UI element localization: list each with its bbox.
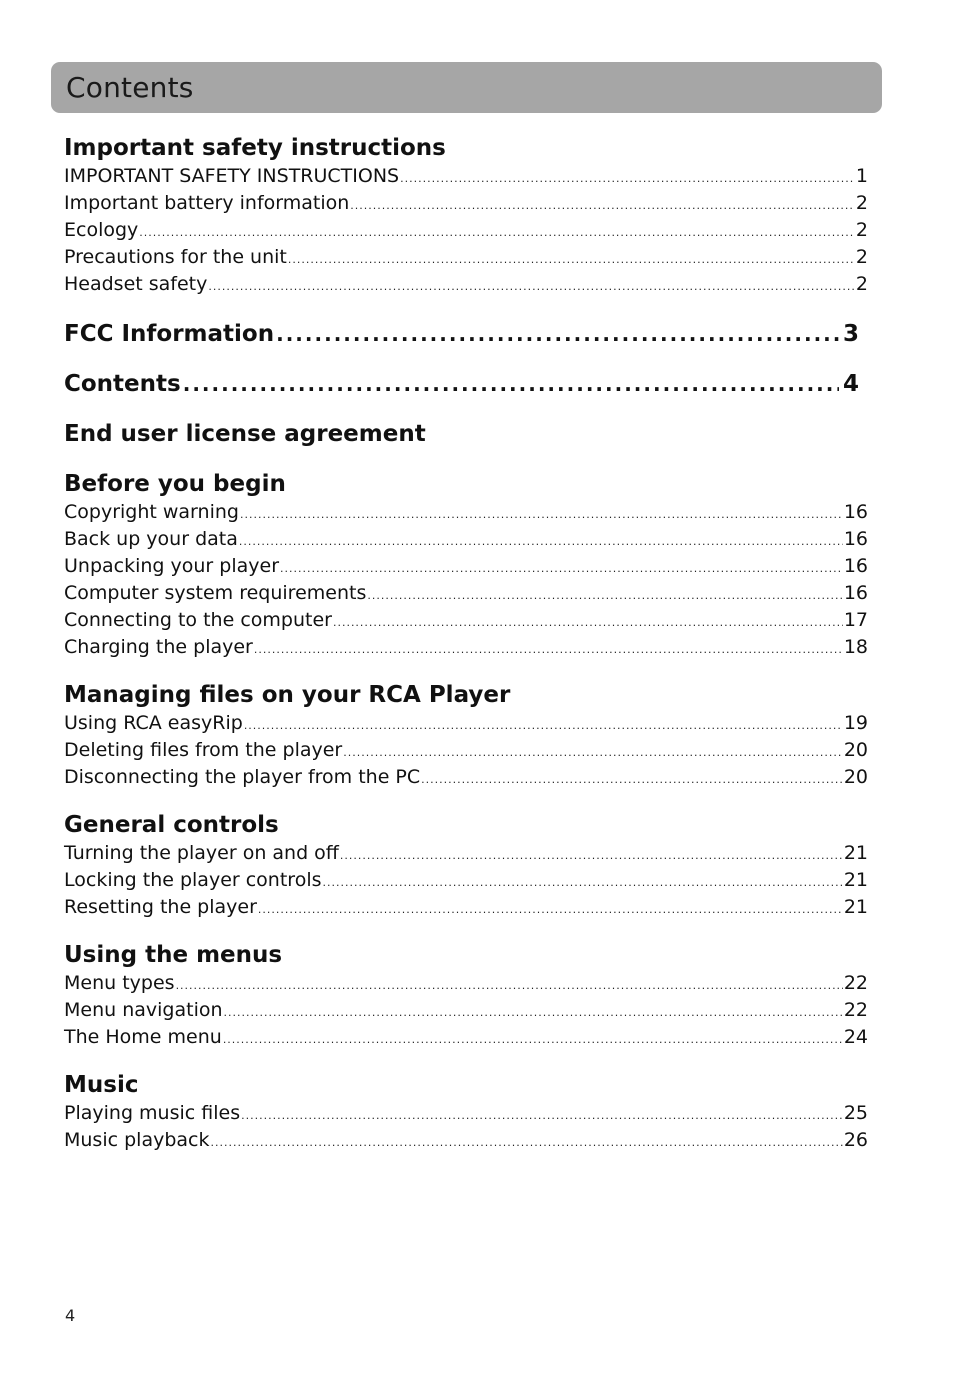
dot-leader: [367, 582, 842, 609]
dot-leader: [210, 1129, 842, 1156]
dot-leader: [224, 999, 843, 1026]
dot-leader: [258, 896, 843, 923]
toc-section-safety: [64, 133, 868, 298]
toc-entry[interactable]: [64, 1127, 868, 1154]
entry-label: FCC Information: [64, 321, 275, 347]
dot-leader: [241, 1102, 843, 1129]
dot-leader: [139, 219, 855, 246]
toc-entry[interactable]: [64, 580, 868, 607]
entry-label: Copyright warning: [64, 501, 239, 523]
entry-label: Charging the player: [64, 636, 253, 658]
toc-major-contents[interactable]: [64, 369, 859, 399]
dot-leader: [343, 739, 843, 766]
entry-label: Menu navigation: [64, 999, 223, 1021]
section-heading: Music: [64, 1072, 139, 1098]
dot-leader: [400, 165, 855, 192]
entry-label: Headset safety: [64, 273, 208, 295]
section-heading: Before you begin: [64, 471, 286, 497]
entry-label: The Home menu: [64, 1026, 222, 1048]
toc-entry[interactable]: [64, 970, 868, 997]
entry-page: 25: [843, 1102, 868, 1124]
section-heading-eula[interactable]: End user license agreement: [64, 421, 426, 447]
toc-entry[interactable]: [64, 499, 868, 526]
toc-entry[interactable]: [64, 1100, 868, 1127]
toc-entry[interactable]: [64, 764, 868, 791]
dot-leader: [244, 712, 843, 739]
entry-label: Disconnecting the player from the PC: [64, 766, 421, 788]
entry-page: 16: [843, 555, 868, 577]
toc-entry[interactable]: [64, 190, 868, 217]
entry-page: 21: [843, 842, 868, 864]
toc-section-managing: [64, 680, 868, 791]
toc-entry[interactable]: [64, 244, 868, 271]
toc-section-music: [64, 1070, 868, 1154]
toc-entry[interactable]: [64, 1024, 868, 1051]
toc-entry[interactable]: [64, 163, 868, 190]
entry-label: Turning the player on and off: [64, 842, 339, 864]
entry-label: Locking the player controls: [64, 869, 322, 891]
entry-label: Back up your data: [64, 528, 238, 550]
entry-page: 2: [855, 273, 868, 295]
dot-leader: [333, 609, 843, 636]
section-heading: Managing files on your RCA Player: [64, 682, 511, 708]
dot-leader: [223, 1026, 843, 1053]
toc-entry[interactable]: [64, 526, 868, 553]
entry-page: 1: [855, 165, 868, 187]
entry-page: 16: [843, 501, 868, 523]
entry-page: 16: [843, 528, 868, 550]
entry-label: Menu types: [64, 972, 175, 994]
entry-page: 2: [855, 246, 868, 268]
dot-leader: [208, 273, 855, 300]
table-of-contents: [64, 133, 868, 1154]
entry-label: Playing music files: [64, 1102, 241, 1124]
toc-section-menus: [64, 940, 868, 1051]
entry-page: 16: [843, 582, 868, 604]
entry-label: Important battery information: [64, 192, 350, 214]
page-number: 4: [65, 1306, 76, 1325]
section-heading: Important safety instructions: [64, 135, 446, 161]
toc-entry[interactable]: [64, 737, 868, 764]
dot-leader: [280, 555, 843, 582]
toc-major-fcc[interactable]: [64, 319, 859, 349]
entry-page: 26: [843, 1129, 868, 1151]
entry-label: Contents: [64, 371, 181, 397]
section-heading: Using the menus: [64, 942, 283, 968]
dot-leader: [288, 246, 855, 273]
toc-entry[interactable]: [64, 217, 868, 244]
entry-page: 22: [843, 972, 868, 994]
dot-leader: [176, 972, 843, 999]
entry-page: 21: [843, 869, 868, 891]
entry-page: 17: [843, 609, 868, 631]
entry-label: IMPORTANT SAFETY INSTRUCTIONS: [64, 165, 400, 187]
dot-leader: [350, 192, 855, 219]
entry-label: Connecting to the computer: [64, 609, 332, 631]
entry-label: Deleting files from the player: [64, 739, 343, 761]
entry-page: 2: [855, 219, 868, 241]
entry-label: Using RCA easyRip: [64, 712, 243, 734]
toc-entry[interactable]: [64, 607, 868, 634]
entry-page: 18: [843, 636, 868, 658]
dot-leader: [323, 869, 843, 896]
toc-entry[interactable]: [64, 997, 868, 1024]
entry-label: Precautions for the unit: [64, 246, 287, 268]
toc-entry[interactable]: [64, 894, 868, 921]
entry-page: 20: [843, 766, 868, 788]
toc-entry[interactable]: [64, 634, 868, 661]
entry-page: 3: [842, 321, 859, 347]
dot-leader: [239, 528, 843, 555]
toc-section-general: [64, 810, 868, 921]
entry-page: 22: [843, 999, 868, 1021]
toc-entry[interactable]: [64, 553, 868, 580]
dot-leader: [183, 369, 839, 399]
dot-leader: [240, 501, 843, 528]
entry-label: Computer system requirements: [64, 582, 367, 604]
entry-page: 24: [843, 1026, 868, 1048]
entry-page: 2: [855, 192, 868, 214]
dot-leader: [276, 319, 839, 349]
dot-leader: [254, 636, 843, 663]
entry-label: Music playback: [64, 1129, 210, 1151]
toc-section-before: [64, 469, 868, 661]
entry-page: 4: [842, 371, 859, 397]
entry-label: Ecology: [64, 219, 139, 241]
entry-label: Unpacking your player: [64, 555, 280, 577]
toc-entry[interactable]: [64, 867, 868, 894]
entry-page: 21: [843, 896, 868, 918]
page-title: Contents: [66, 71, 194, 104]
entry-label: Resetting the player: [64, 896, 257, 918]
section-heading: General controls: [64, 812, 279, 838]
contents-header-bar: [51, 62, 882, 113]
toc-entry[interactable]: [64, 271, 868, 298]
toc-entry[interactable]: [64, 840, 868, 867]
entry-page: 20: [843, 739, 868, 761]
entry-page: 19: [843, 712, 868, 734]
dot-leader: [421, 766, 843, 793]
toc-entry[interactable]: [64, 710, 868, 737]
dot-leader: [340, 842, 843, 869]
